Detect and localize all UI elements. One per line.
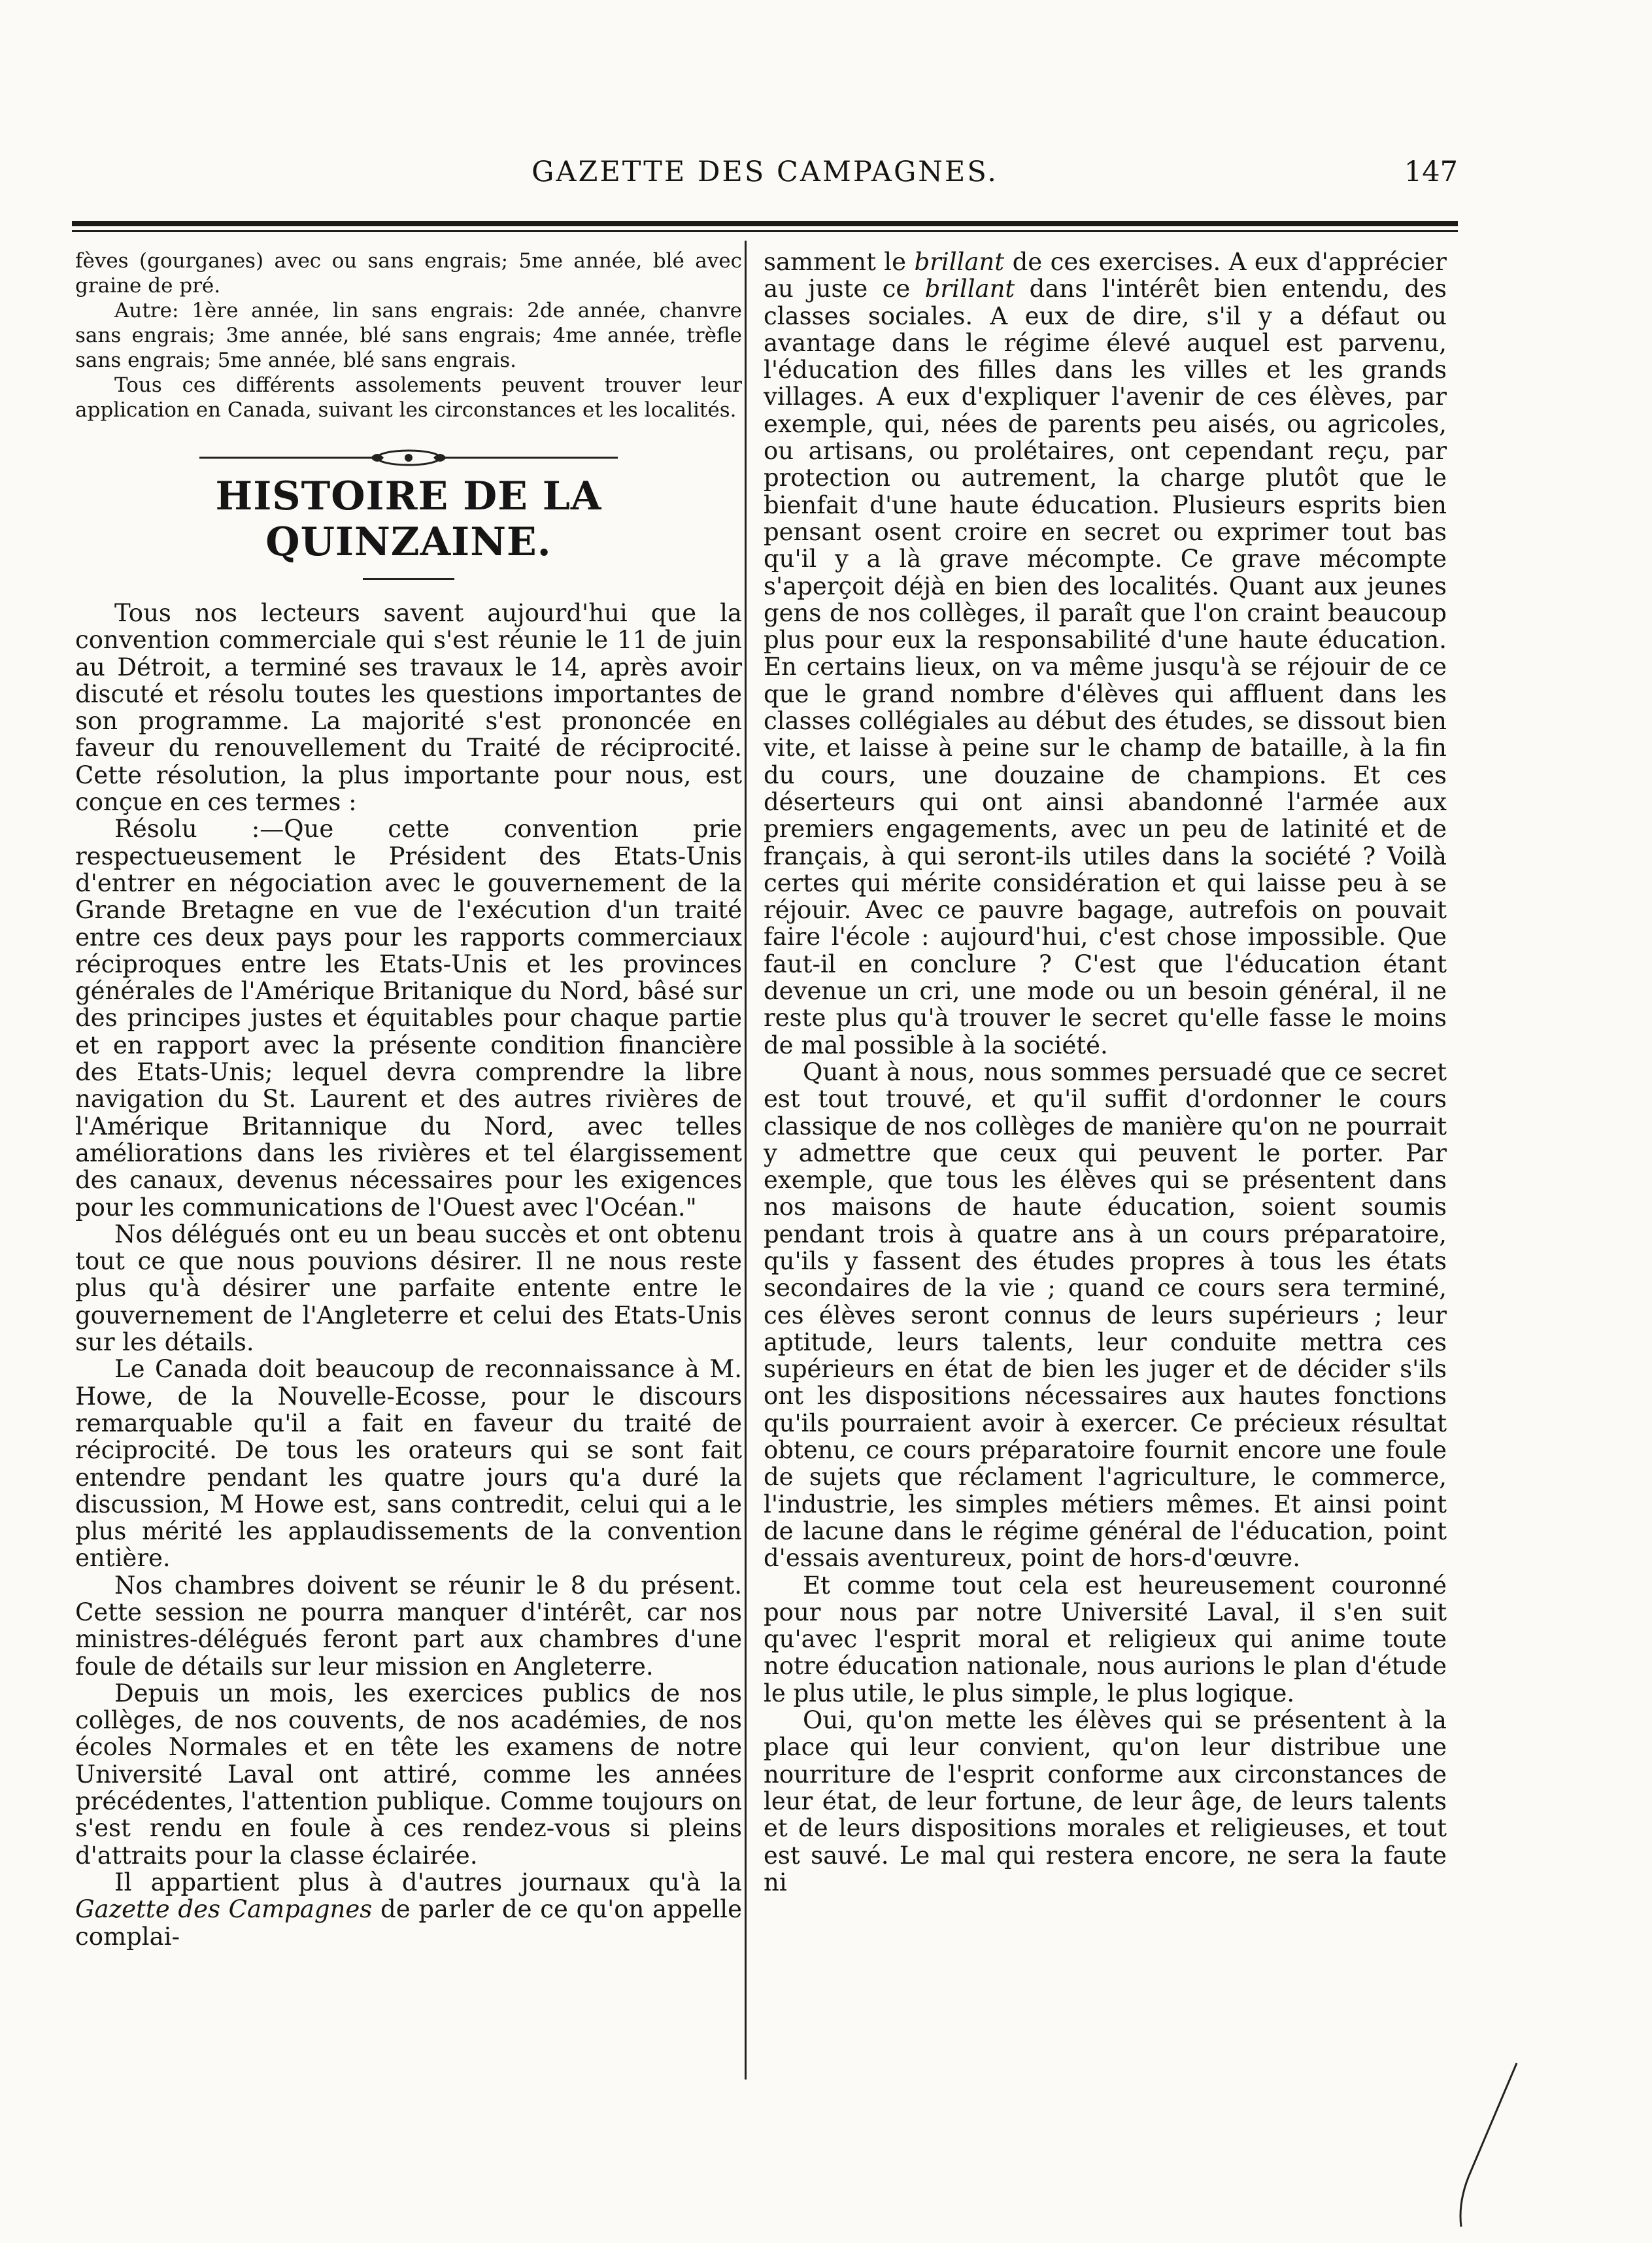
title-rule	[363, 578, 454, 580]
right-paragraph-1-part1: samment le	[764, 248, 915, 276]
running-title: GAZETTE DES CAMPAGNES.	[531, 156, 998, 188]
paragraph-7-start: Il appartient plus à d'autres journaux qu'à la	[114, 1868, 742, 1896]
paragraph-5: Nos chambres doivent se réunir le 8 du présent. Cette session ne pourra manquer d'intérêt, car nos ministres-délégués feront part aux chambres d'une foule de détails sur leur mission en Angleterre.	[75, 1571, 742, 1681]
paragraph-3: Nos délégués ont eu un beau succès et ont obtenu tout ce que nous pouvions désirer. Il ne nous reste plus qu'à désirer une parfaite entente entre le gouvernement de l'Angleterre et celui des Etats-Unis sur les détails.	[75, 1220, 742, 1357]
right-paragraph-4: Oui, qu'on mette les élèves qui se présentent à la place qui leur convient, qu'on leur distribue une nourriture de l'esprit conforme aux circonstances de leur état, de leur fortune, de leur âge, de leurs talents et de leurs dispositions morales et religieuses, et tout est sauvé. Le mal qui restera encore, ne sera la faute ni	[764, 1706, 1447, 1896]
right-paragraph-1-italic2: brillant	[924, 275, 1015, 303]
right-paragraph-1-italic1: brillant	[914, 248, 1005, 276]
right-paragraph-1-part3: dans l'intérêt bien entendu, des classes sociales. A eux de dire, s'il y a défaut ou avantage dans le régime élevé auquel est parvenu, l'éducation des filles dans les villes et les grands villages. A eux d'expliquer l'avenir de ces élèves, par exemple, qui, nées de parents peu aisés, ou agricoles, ou artisans, ou prolétaires, ont cependant reçu, par protection ou autrement, la charge plutôt que le bienfait d'une haute éducation. Plusieurs esprits bien pensant osent croire en secret ou exprimer tout bas qu'il y a là grave mécompte. Ce grave mécompte s'aperçoit déjà en bien des localités. Quant aux jeunes gens de nos collèges, il paraît que l'on craint beaucoup plus pour eux la responsabilité d'une haute éducation. En certains lieux, on va même jusqu'à se réjouir de ce que le grand nombre d'élèves qui affluent dans les classes collégiales au début des études, se dissout bien vite, et laisse à peine sur le champ de bataille, à la fin du cours, une douzaine de champions. Et ces déserteurs qui ont ainsi abandonné l'armée aux premiers engagements, avec un peu de latinité et de français, à qui seront-ils utiles dans la société ? Voilà certes qui mérite considération et qui laisse peu à se réjouir. Avec ce pauvre bagage, autrefois on pouvait faire l'école : aujourd'hui, c'est chose impossible. Que faut-il en conclure ? C'est que l'éducation étant devenue un cri, une mode ou un besoin général, il ne reste plus qu'à trouver le secret qu'elle fasse le moins de mal possible à la société.	[764, 275, 1447, 1059]
rotation-line-2: Autre: 1ère année, lin sans engrais: 2de année, chanvre sans engrais; 3me année, blé sans engrais; 4me année, trèfle sans engrais; 5me année, blé sans engrais.	[75, 299, 742, 372]
page-header	[72, 156, 1458, 201]
rotation-line-3: Tous ces différents assolements peuvent trouver leur application en Canada, suivant les circonstances et les localités.	[75, 373, 742, 422]
right-paragraph-1-part2: de ces exercises. A eux d'apprécier au juste ce	[764, 248, 1447, 303]
left-column	[75, 248, 742, 1950]
header-rule-thin	[72, 230, 1458, 232]
paragraph-7-end: de parler de ce qu'on appelle complai-	[75, 1895, 742, 1951]
paragraph-7	[75, 1869, 742, 1950]
column-divider	[745, 241, 747, 2080]
paragraph-4: Le Canada doit beaucoup de reconnaissance à M. Howe, de la Nouvelle-Ecosse, pour le discours remarquable qu'il a fait en faveur du traité de réciprocité. De tous les orateurs qui se sont fait entendre pendant les quatre jours qu'a duré la discussion, M Howe est, sans contredit, celui qui a le plus mérité les applaudissements de la convention entière.	[75, 1355, 742, 1573]
section-title: HISTOIRE DE LA QUINZAINE.	[215, 473, 602, 565]
paragraph-6: Depuis un mois, les exercices publics de nos collèges, de nos couvents, de nos académies, de nos écoles Normales et en tête les examens de notre Université Laval ont attiré, comme les années précédentes, l'attention publique. Comme toujours on s'est rendu en foule à ces rendez-vous si pleins d'attraits pour la classe éclairée.	[75, 1679, 742, 1870]
ornament-divider	[75, 445, 742, 471]
ornament-rule-icon	[199, 445, 618, 471]
right-paragraph-1	[764, 248, 1447, 1059]
right-column	[764, 248, 1447, 1896]
paragraph-7-italic: Gazette des Campagnes	[75, 1895, 373, 1924]
pen-scratch-icon	[1445, 2060, 1523, 2230]
header-rule-thick	[72, 221, 1458, 226]
page-number: 147	[1404, 156, 1458, 188]
paragraph-2: Résolu :—Que cette convention prie respectueusement le Président des Etats-Unis d'entrer en négociation avec le gouvernement de la Grande Bretagne en vue de l'exécution d'un traité entre ces deux pays pour les rapports commerciaux réciproques entre les Etats-Unis et les provinces générales de l'Amérique Britanique du Nord, bâsé sur des principes justes et équitables pour chaque partie et en rapport avec la présente condition financière des Etats-Unis; lequel devra comprendre la libre navigation du St. Laurent et des autres rivières de l'Amérique Britannique du Nord, avec telles améliorations dans les rivières et tel élargissement des canaux, devenus nécessaires pour les exigences pour les communications de l'Ouest avec l'Océan."	[75, 815, 742, 1222]
right-paragraph-2: Quant à nous, nous sommes persuadé que ce secret est tout trouvé, et qu'il suffit d'ordonner le cours classique de nos collèges de manière qu'on ne pourrait y admettre que ceux qui peuvent le porter. Par exemple, que tous les élèves qui se présentent dans nos maisons de haute éducation, soient soumis pendant trois à quatre ans à un cours préparatoire, qu'ils y fassent des études propres à tous les états secondaires de la vie ; quand ce cours sera terminé, ces élèves seront connus de leurs supérieurs ; leur aptitude, leurs talents, leur conduite mettra ces supérieurs en état de bien les juger et de décider s'ils ont les dispositions nécessaires aux hautes fonctions qu'ils pourraient avoir à exercer. Ce précieux résultat obtenu, ce cours préparatoire fournit encore une foule de sujets que réclament l'agriculture, le commerce, l'industrie, les simples métiers mêmes. Et ainsi point de lacune dans le régime général de l'éducation, point d'essais aventureux, point de hors-d'œuvre.	[764, 1057, 1447, 1573]
rotation-line-1: fèves (gourganes) avec ou sans engrais; 5me année, blé avec graine de pré.	[75, 249, 742, 298]
right-paragraph-3: Et comme tout cela est heureusement couronné pour nous par notre Université Laval, il s'en suit qu'avec l'esprit moral et religieux qui anime toute notre éducation nationale, nous aurions le plan d'étude le plus utile, le plus simple, le plus logique.	[764, 1571, 1447, 1707]
paragraph-1: Tous nos lecteurs savent aujourd'hui que la convention commerciale qui s'est réunie le 11 de juin au Détroit, a terminé ses travaux le 14, après avoir discuté et résolu toutes les questions importantes de son programme. La majorité s'est prononcée en faveur du renouvellement du Traité de réciprocité. Cette résolution, la plus importante pour nous, est conçue en ces termes :	[75, 599, 742, 817]
